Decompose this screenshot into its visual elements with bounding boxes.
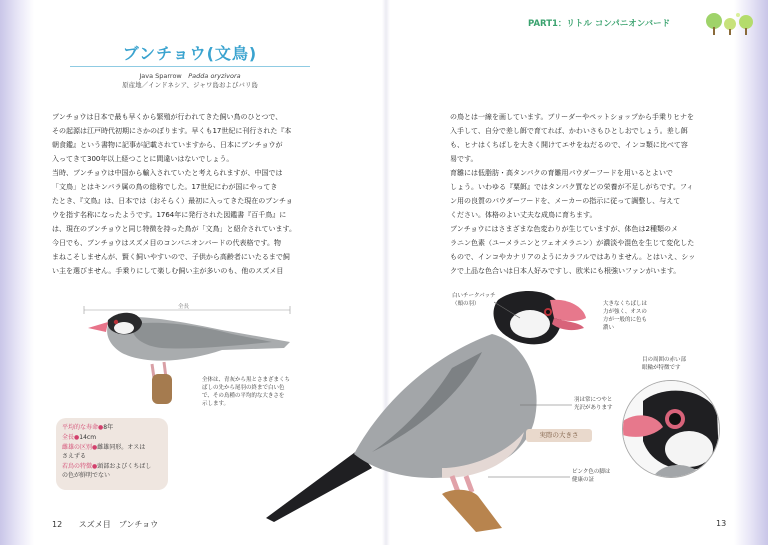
feathers-callout: 羽は常につやと 光沢があります [574,397,613,411]
cheek-leader-line [494,300,524,320]
right-body-line: ン用の良質のパウダーフードを、メーカーの指示に従って調整し、与えて [450,197,681,205]
info-row: 全長●14cm [62,434,97,441]
eye-ring-callout: 目の周囲の赤い部 眼輪が特徴です [642,357,687,371]
beak-callout: 大きなくちばしは 力が強く、オスの 方が一般的に色も 濃い [603,301,648,331]
species-names [100,72,280,81]
latin-name: Padda oryzivora [188,72,241,80]
right-body-line: ブンチョウにはさまざまな色変わりが生じていますが、体色は2種類のメ [450,225,678,233]
info-row: 雌雄の区別●雌雄同形。オスは [62,444,146,451]
info-box [56,418,168,490]
right-body-line: クで上品な色合いは日本人好みですし、欧米にも根強いファンがいます。 [450,267,681,275]
caption-line: で、その鳥種の平均的な大きさを [202,393,285,399]
left-body-line: まねこそしませんが、賢く飼いやすいので、子供から高齢者にいたるまで飼 [52,253,290,261]
right-body-line: ラニン色素（ユーメラニンとフェオメラニン）が濃淡や混色を生じて変化した [450,239,695,247]
actual-size-tag: 実際の大きさ [526,429,592,442]
left-body-line: は、現在のブンチョウと同じ特徴を持った鳥が「文鳥」と紹介されています。 [52,225,296,233]
info-row: 若鳥の特徴●頭部およびくちばし [62,463,152,470]
info-row: の色が鮮明でない [62,472,111,479]
right-body-line: しょう。いわゆる『粟餌』ではタンパク質などの栄養が不足しがちです。フィ [450,183,694,191]
left-body-line: たとき、『文鳥』は、日本では（おそらく）最初に入ってきた現在のブンチョ [52,197,293,205]
left-page-number: 12 [52,520,63,529]
title-underline [70,66,310,67]
right-body-line: ください。体格のよい丈夫な成鳥に育ちます。 [450,211,597,219]
left-body-line: 「文鳥」とはキンパラ属の鳥の総称でした。17世紀にわが国にやってき [52,183,278,191]
right-body-line: 入手して、自分で差し餌で育てれば、かわいさもひとしおでしょう。差し餌 [450,127,688,135]
feathers-leader-line [520,400,574,410]
legs-leader-line [488,472,572,482]
tree-icon [704,10,758,36]
left-footer-label: スズメ目 ブンチョウ [78,520,159,529]
info-row: さえずる [62,453,87,460]
species-origin: 原産地／インドネシア、ジャワ島およびバリ島 [122,81,258,89]
left-body-line: ブンチョウは日本で最も早くから繁殖が行われてきた飼い鳥のひとつで、 [52,113,283,121]
left-body-line: 今日でも、ブンチョウはスズメ目のコンパニオンバードの代表格です。物 [52,239,281,247]
width-label: 全長 [178,304,190,310]
legs-callout: ピンク色の脚は 健康の証 [572,469,611,483]
right-body-line: もので、インコやカナリアのようにカラフルではありません。とはいえ、シッ [450,253,696,261]
right-body-text [450,110,720,278]
left-body-line: 当時、ブンチョウは中国から輸入されていたと考えられますが、中国では [52,169,283,177]
left-body-text [52,110,318,278]
page-edge-left [0,0,34,545]
right-body-line: の鳥とは一線を画しています。ブリーダーやペットショップから手乗りヒナを [450,113,695,121]
left-body-line: ウを指す名称になったようです。1764年に発行された図鑑書『百千鳥』に [52,211,287,219]
footer-left [52,519,158,530]
left-body-line: 朝食鑑』という書物に記事が記載されていますから、日本にブンチョウが [52,141,283,149]
cheek-callout: 白いチークパッチ （頬の羽） [452,293,496,307]
left-body-line: 入ってきて300年以上経つことに間違いはないでしょう。 [52,155,234,163]
info-row: 平均的な寿命●8年 [62,424,114,431]
right-body-line: 易です。 [450,155,478,163]
page-edge-right [734,0,768,545]
eye-zoom-circle [622,380,720,478]
caption-line: 示します。 [202,401,230,407]
section-header: PART1：リトル コンパニオンバード [528,19,671,29]
english-name: Java Sparrow [139,72,182,80]
caption-line: ばしの先から尾羽の終まで白い色 [202,385,285,391]
left-body-line: その起源は江戸時代初期にさかのぼります。早くも17世紀に刊行された『本 [52,127,292,135]
eye-closeup-photo [623,381,719,477]
right-page-number: 13 [716,519,727,528]
page-title: ブンチョウ(文鳥) [122,44,258,63]
caption-line: 全体は、青灰から黒とさまざまくち [202,377,291,383]
right-body-line: も、ヒナはくちばしを大きく開けてエサをねだるので、インコ類に比べて容 [450,141,688,149]
left-body-line: い主を選びません。手乗りにして楽しむ飼い主が多いのも、他のスズメ目 [52,267,284,275]
right-body-line: 育雛には低脂肪・高タンパクの育雛用パウダーフードを用いるとよいで [450,169,673,177]
